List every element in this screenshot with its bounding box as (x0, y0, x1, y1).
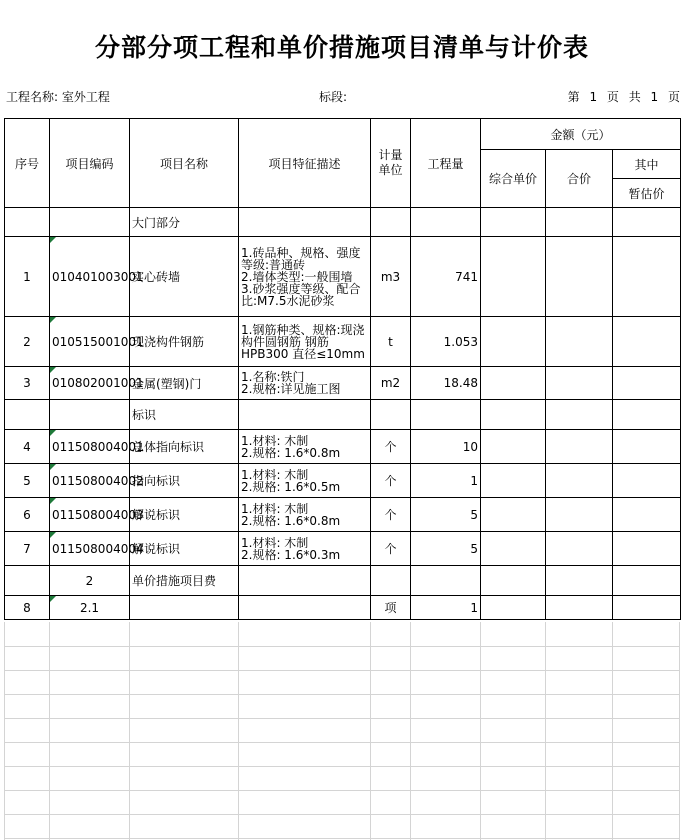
row-name: 单价措施项目费 (130, 566, 239, 596)
row-provisional (613, 532, 681, 566)
desc-line: 2.规格: 1.6*0.3m (241, 547, 341, 562)
header-total: 合价 (546, 150, 613, 208)
row-unit: m2 (371, 367, 411, 400)
row-name: 实心砖墙 (130, 237, 239, 317)
row-unit-price (481, 596, 546, 620)
row-unit: 个 (371, 498, 411, 532)
row-seq (5, 400, 50, 430)
row-seq: 2 (5, 317, 50, 367)
row-desc (239, 596, 371, 620)
desc-line: 1.材料: 木制 (241, 467, 309, 482)
row-qty: 1 (411, 464, 481, 498)
row-desc (239, 317, 371, 367)
row-desc (239, 566, 371, 596)
row-code: 011508004002 (50, 464, 130, 498)
row-unit-price (481, 532, 546, 566)
row-unit: 个 (371, 532, 411, 566)
desc-line: 等级:普通砖 (241, 257, 306, 272)
row-name: 金属(塑钢)门 (130, 367, 239, 400)
row-name (130, 596, 239, 620)
desc-line: 1.钢筋种类、规格:现浇 (241, 322, 365, 337)
row-unit-price (481, 464, 546, 498)
row-unit: 个 (371, 464, 411, 498)
bill-table (4, 118, 681, 620)
header-seq: 序号 (5, 119, 50, 208)
row-seq (5, 566, 50, 596)
row-unit (371, 566, 411, 596)
header-unit-price: 综合单价 (481, 150, 546, 208)
row-qty (411, 400, 481, 430)
header-qty: 工程量 (411, 119, 481, 208)
row-unit: 个 (371, 430, 411, 464)
row-provisional (613, 208, 681, 237)
row-total (546, 498, 613, 532)
header-name: 项目名称 (130, 119, 239, 208)
row-code: 011508004004 (50, 532, 130, 566)
row-unit-price (481, 566, 546, 596)
row-code (50, 208, 130, 237)
row-name: 解说标识 (130, 498, 239, 532)
desc-line: 2.墙体类型:一般围墙 (241, 269, 353, 284)
row-code: 011508004001 (50, 430, 130, 464)
row-total (546, 566, 613, 596)
row-seq: 6 (5, 498, 50, 532)
header-among: 其中 (613, 150, 681, 179)
desc-line: 2.规格: 1.6*0.8m (241, 445, 341, 460)
project-name: 工程名称: 室外工程 (6, 90, 110, 104)
row-total (546, 430, 613, 464)
header-unit: 计量单位 (371, 119, 411, 208)
row-qty: 10 (411, 430, 481, 464)
row-seq: 8 (5, 596, 50, 620)
row-provisional (613, 430, 681, 464)
row-qty: 18.48 (411, 367, 481, 400)
row-qty: 1 (411, 596, 481, 620)
row-provisional (613, 596, 681, 620)
row-code (50, 400, 130, 430)
row-total (546, 400, 613, 430)
desc-line: 3.砂浆强度等级、配合 (241, 281, 361, 296)
row-provisional (613, 498, 681, 532)
row-unit-price (481, 208, 546, 237)
row-code: 010802001001 (50, 367, 130, 400)
row-name: 标识 (130, 400, 239, 430)
table-row (5, 430, 681, 464)
table-row (5, 400, 681, 430)
table-row (5, 367, 681, 400)
row-unit (371, 208, 411, 237)
row-name: 总体指向标识 (130, 430, 239, 464)
row-unit: m3 (371, 237, 411, 317)
row-qty: 1.053 (411, 317, 481, 367)
row-total (546, 464, 613, 498)
row-unit: t (371, 317, 411, 367)
row-seq: 7 (5, 532, 50, 566)
row-unit-price (481, 317, 546, 367)
row-total (546, 237, 613, 317)
desc-line: HPB300 直径≤10mm (241, 346, 365, 361)
row-code: 010515001001 (50, 317, 130, 367)
desc-line: 构件圆钢筋 钢筋 (241, 334, 329, 349)
row-name: 现浇构件钢筋 (130, 317, 239, 367)
row-name: 指向标识 (130, 464, 239, 498)
row-seq (5, 208, 50, 237)
row-seq: 1 (5, 237, 50, 317)
row-provisional (613, 317, 681, 367)
row-seq: 3 (5, 367, 50, 400)
row-total (546, 317, 613, 367)
row-code: 010401003001 (50, 237, 130, 317)
row-qty (411, 566, 481, 596)
row-code: 2.1 (50, 596, 130, 620)
table-row (5, 596, 681, 620)
row-name: 解说标识 (130, 532, 239, 566)
header-code: 项目编码 (50, 119, 130, 208)
desc-line: 2.规格:详见施工图 (241, 382, 341, 396)
row-provisional (613, 464, 681, 498)
section-label: 标段: (319, 90, 348, 104)
row-unit: 项 (371, 596, 411, 620)
row-unit (371, 400, 411, 430)
row-unit-price (481, 400, 546, 430)
desc-line: 1.名称:铁门 (241, 370, 305, 384)
desc-line: 1.材料: 木制 (241, 433, 309, 448)
desc-line: 2.规格: 1.6*0.8m (241, 513, 341, 528)
row-desc (239, 430, 371, 464)
row-provisional (613, 367, 681, 400)
table-row (5, 208, 681, 237)
row-unit-price (481, 498, 546, 532)
row-desc (239, 532, 371, 566)
desc-line: 比:M7.5水泥砂浆 (241, 293, 335, 308)
table-row (5, 566, 681, 596)
desc-line: 1.材料: 木制 (241, 535, 309, 550)
table-row (5, 317, 681, 367)
header-provisional: 暂估价 (613, 179, 681, 208)
row-unit-price (481, 237, 546, 317)
desc-line: 1.砖品种、规格、强度 (241, 245, 361, 260)
row-code: 011508004003 (50, 498, 130, 532)
table-row (5, 498, 681, 532)
header-desc: 项目特征描述 (239, 119, 371, 208)
desc-line: 1.材料: 木制 (241, 501, 309, 516)
row-seq: 4 (5, 430, 50, 464)
table-row (5, 532, 681, 566)
row-qty: 5 (411, 498, 481, 532)
row-desc (239, 498, 371, 532)
row-provisional (613, 400, 681, 430)
row-provisional (613, 237, 681, 317)
row-unit-price (481, 430, 546, 464)
row-qty: 741 (411, 237, 481, 317)
page-indicator: 第 1 页 共 1 页 (567, 90, 680, 104)
row-provisional (613, 566, 681, 596)
row-desc (239, 400, 371, 430)
row-name: 大门部分 (130, 208, 239, 237)
row-total (546, 367, 613, 400)
desc-line: 2.规格: 1.6*0.5m (241, 479, 341, 494)
row-desc (239, 464, 371, 498)
row-total (546, 208, 613, 237)
header-amount: 金额（元） (481, 119, 681, 150)
row-desc (239, 208, 371, 237)
row-desc (239, 367, 371, 400)
row-qty: 5 (411, 532, 481, 566)
row-total (546, 532, 613, 566)
table-row (5, 237, 681, 317)
row-qty (411, 208, 481, 237)
table-row (5, 464, 681, 498)
row-unit-price (481, 367, 546, 400)
row-code: 2 (50, 566, 130, 596)
row-seq: 5 (5, 464, 50, 498)
document-title: 分部分项工程和单价措施项目清单与计价表 (94, 33, 589, 62)
row-total (546, 596, 613, 620)
row-desc (239, 237, 371, 317)
